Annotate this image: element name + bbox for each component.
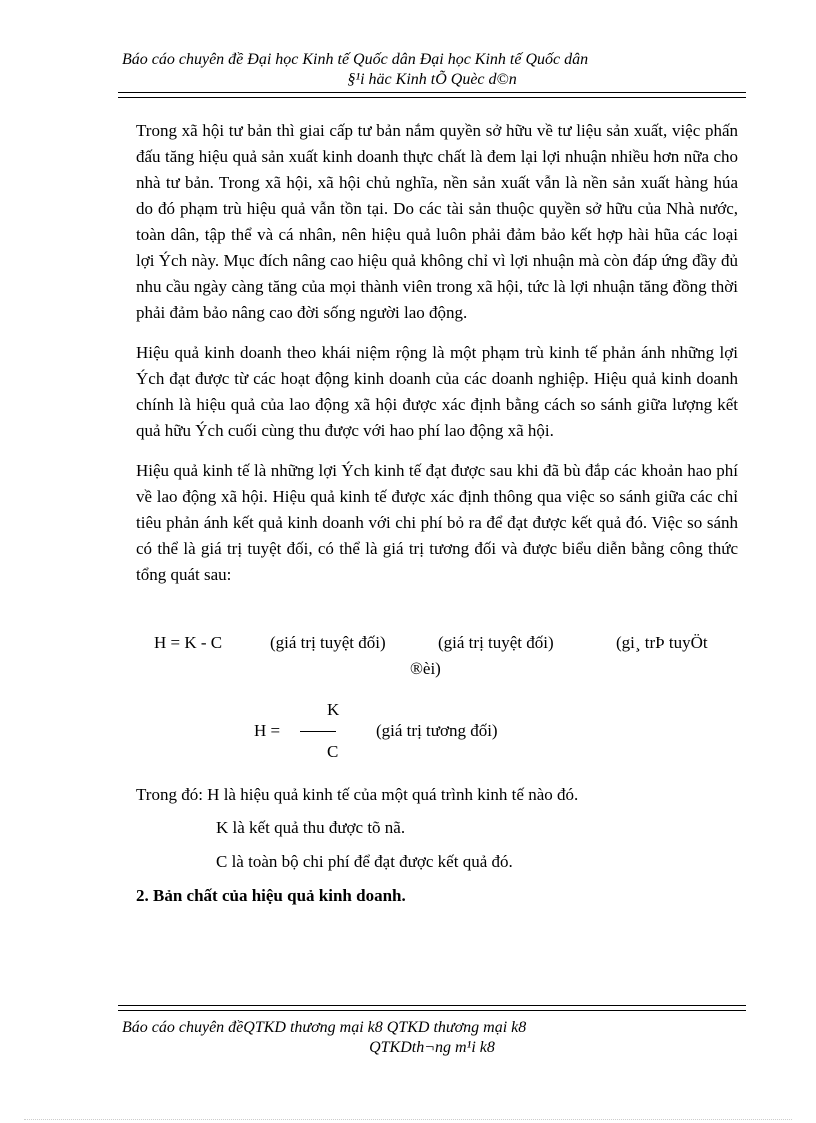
formula-note-2: (giá trị tuyệt đối): [438, 633, 554, 652]
page-bottom-border: [24, 1119, 792, 1120]
definition-lead: Trong đó: H là hiệu quả kinh tế của một quá trình kinh tế nào đó.: [136, 785, 579, 804]
definition-k: K là kết quả thu được tõ nã.: [216, 818, 406, 837]
fraction-bar: [300, 731, 336, 732]
fraction-numerator: K: [327, 700, 340, 719]
paragraph-3: Hiệu quả kinh tế là những lợi Ých kinh tế đạt được sau khi đã bù đắp các khoản hao phí về lao động xã hội. Hiệu quả kinh tế được xác định thông qua việc so sánh giữa các chỉ tiêu phản ánh kết quả kinh doanh với chi phí bỏ ra để đạt được kết quả đó. Việc so sánh có thể là giá trị tuyệt đối, có thể là giá trị tương đối và được biểu diễn bằng công thức tổng quát sau:: [136, 461, 738, 584]
definition-c: C là toàn bộ chi phí để đạt được kết quả đó.: [216, 852, 513, 871]
page-footer: [118, 1018, 746, 1058]
footer-line-1: Báo cáo chuyên đềQTKD thương mại k8 QTKD thương mại k8: [122, 1019, 527, 1036]
formula-note-1: (giá trị tuyệt đối): [270, 633, 386, 652]
formula-absolute-expr: H = K - C: [154, 633, 223, 652]
section-heading: 2. Bản chất của hiệu quả kinh doanh.: [136, 886, 406, 905]
body-text: [136, 118, 738, 602]
fraction-denominator: C: [327, 742, 339, 761]
header-line-1: Báo cáo chuyên đề Đại học Kinh tế Quốc dân Đại học Kinh tế Quốc dân: [122, 51, 589, 68]
header-rule: [118, 92, 746, 98]
paragraph-2: Hiệu quả kinh doanh theo khái niệm rộng là một phạm trù kinh tế phản ánh những lợi Ých đạt được từ các hoạt động kinh doanh của các doanh nghiệp. Hiệu quả kinh doanh chính là hiệu quả của lao động xã hội được xác định bằng cách so sánh giữa lượng kết quả hữu Ých cuối cùng thu được với hao phí lao động xã hội.: [136, 343, 738, 440]
page-header: [118, 50, 746, 90]
footer-rule: [118, 1005, 746, 1011]
formula-relative-note: (giá trị tương đối): [376, 721, 498, 740]
formula-note-3: (gi¸ trÞ tuyÖt: [616, 633, 708, 652]
header-line-2: §¹i häc Kinh tÕ Quèc d©n: [347, 71, 517, 88]
footer-line-2: QTKDth¬ng m¹i k8: [369, 1039, 495, 1056]
formula-relative-lhs: H =: [254, 721, 281, 740]
paragraph-1: Trong xã hội tư bản thì giai cấp tư bản nắm quyền sở hữu về tư liệu sản xuất, việc phấn đấu tăng hiệu quả sản xuất kinh doanh thực chất là đem lại lợi nhuận nhiều hơn nữa cho nhà tư bản. Trong xã hội, xã hội chủ nghĩa, nền sản xuất vẫn là nền sản xuất hàng húa do đó phạm trù hiệu quả vẫn tồn tại. Do các tài sản thuộc quyền sở hữu của Nhà nước, toàn dân, tập thể và cá nhân, nên hiệu quả luôn phải đảm bảo kết hợp hài hũa các loại lợi Ých này. Mục đích nâng cao hiệu quả không chỉ vì lợi nhuận mà còn đáp ứng đầy đủ nhu cầu ngày càng tăng của mọi thành viên trong xã hội, tức là lợi nhuận tăng đồng thời phải đảm bảo nâng cao đời sống người lao động.: [136, 121, 738, 322]
formula-note-3-cont: ®èi): [410, 659, 441, 678]
